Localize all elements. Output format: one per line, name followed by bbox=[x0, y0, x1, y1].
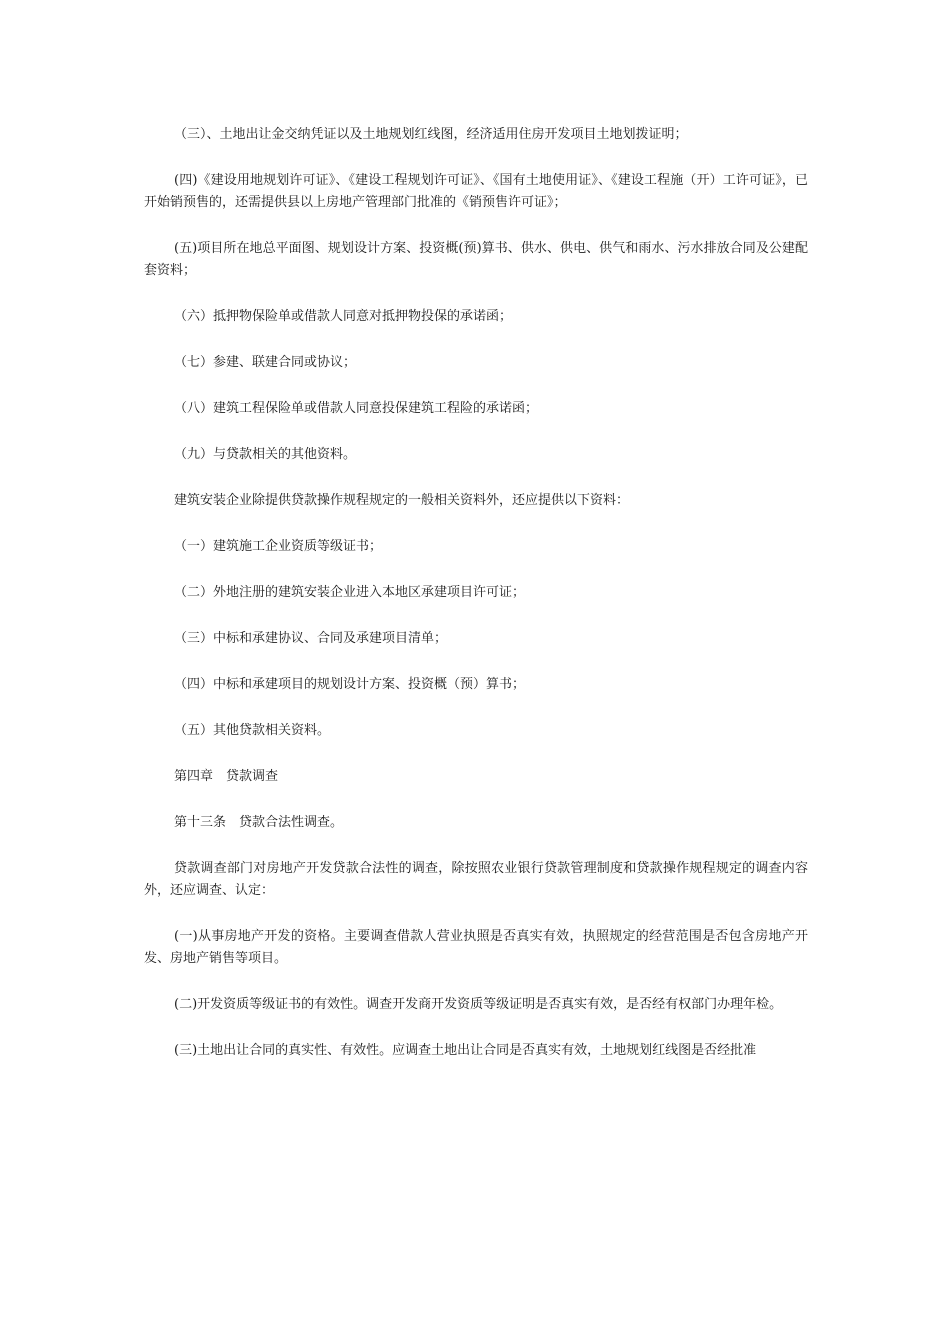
paragraph-project-plan-budget: （四）中标和承建项目的规划设计方案、投资概（预）算书； bbox=[174, 677, 526, 692]
paragraph-land-grant-payment: （三）、土地出让金交纳凭证以及土地规划红线图，经济适用住房开发项目土地划拨证明； bbox=[174, 127, 688, 142]
chapter-heading: 第四章 贷款调查 bbox=[174, 769, 279, 784]
paragraph-bid-contracts: （三）中标和承建协议、合同及承建项目清单； bbox=[174, 631, 448, 646]
paragraph-joint-construction: （七）参建、联建合同或协议； bbox=[174, 355, 357, 370]
paragraph-collateral-insurance: （六）抵押物保险单或借款人同意对抵押物投保的承诺函； bbox=[174, 309, 513, 324]
paragraph-land-contract-validity: (三)土地出让合同的真实性、有效性。应调查土地出让合同是否真实有效，土地规划红线图是否经批准 bbox=[174, 1043, 757, 1058]
paragraph-construction-insurance: （八）建筑工程保险单或借款人同意投保建筑工程险的承诺函； bbox=[174, 401, 539, 416]
paragraph-site-plan: (五)项目所在地总平面图、规划设计方案、投资概(预)算书、供水、供电、供气和雨水、污水排放合同及公建配套资料； bbox=[144, 241, 808, 278]
paragraph-other-materials: （九）与贷款相关的其他资料。 bbox=[174, 447, 357, 462]
paragraph-certificate-validity: (二)开发资质等级证书的有效性。调查开发商开发资质等级证明是否真实有效，是否经有权部门办理年检。 bbox=[174, 997, 783, 1012]
paragraph-development-qualification: (一)从事房地产开发的资格。主要调查借款人营业执照是否真实有效，执照规定的经营范围是否包含房地产开发、房地产销售等项目。 bbox=[144, 929, 808, 966]
article-heading: 第十三条 贷款合法性调查。 bbox=[174, 815, 344, 830]
paragraph-qualification-certificate: （一）建筑施工企业资质等级证书； bbox=[174, 539, 383, 554]
paragraph-other-loan-materials: （五）其他贷款相关资料。 bbox=[174, 723, 331, 738]
paragraph-legality-investigation: 贷款调查部门对房地产开发贷款合法性的调查，除按照农业银行贷款管理制度和贷款操作规程规定的调查内容外，还应调查、认定： bbox=[144, 861, 808, 898]
paragraph-nonlocal-permit: （二）外地注册的建筑安装企业进入本地区承建项目许可证； bbox=[174, 585, 526, 600]
document-body bbox=[144, 124, 808, 1086]
paragraph-planning-permits: (四)《建设用地规划许可证》、《建设工程规划许可证》、《国有土地使用证》、《建设工程施（开）工许可证》，已开始销预售的，还需提供县以上房地产管理部门批准的《销预售许可证》； bbox=[144, 173, 808, 210]
paragraph-contractor-requirements: 建筑安装企业除提供贷款操作规程规定的一般相关资料外，还应提供以下资料： bbox=[174, 493, 630, 508]
